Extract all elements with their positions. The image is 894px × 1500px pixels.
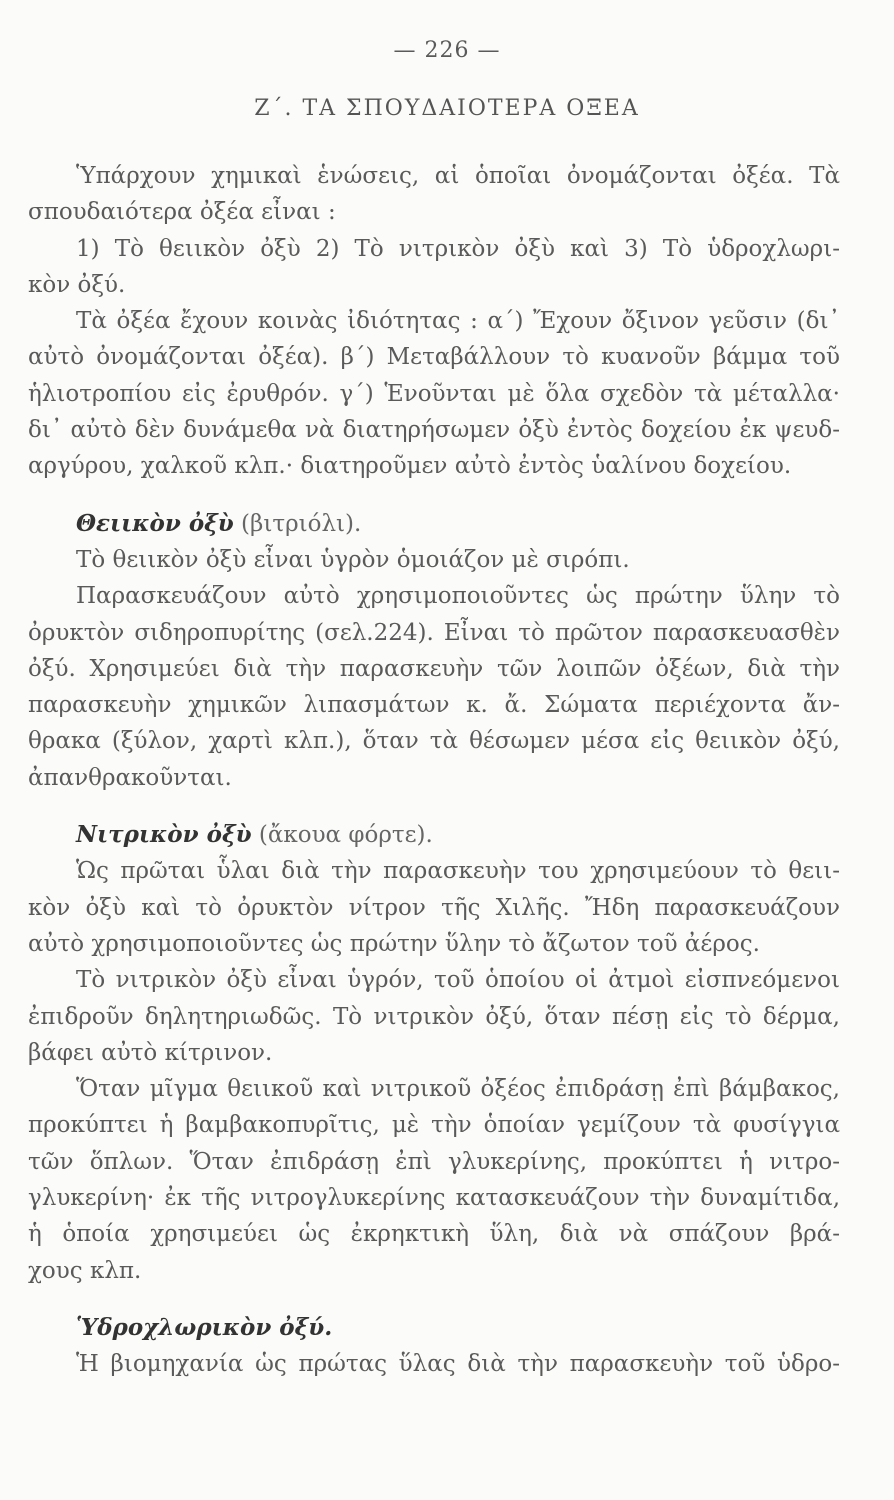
section-heading-nitric: [28, 817, 840, 853]
paragraph-line: ἐπιδροῦν δηλητηριωδῶς. Τὸ νιτρικὸν ὀξύ, ὅταν πέσῃ εἰς τὸ δέρμα,: [28, 1003, 840, 1030]
paragraph-line: αὐτὸ χρησιμοποιοῦντες ὡς πρώτην ὕλην τὸ ἄζωτον τοῦ ἀέρος.: [28, 930, 760, 957]
paragraph-line: ἡ ὁποία χρησιμεύει ὡς ἐκρηκτικὴ ὕλη, διὰ νὰ σπάζουν βρά-: [28, 1221, 840, 1248]
paragraph-line: κὸν ὀξὺ καὶ τὸ ὀρυκτὸν νίτρον τῆς Χιλῆς. Ἤδη παρασκευάζουν: [28, 894, 840, 921]
paragraph-line: αργύρου, χαλκοῦ κλπ.· διατηροῦμεν αὐτὸ ἐντὸς ὑαλίνου δοχείου.: [28, 453, 792, 480]
paragraph-line: χους κλπ.: [28, 1257, 142, 1284]
paragraph-line: προκύπτει ἡ βαμβακοπυρῖτις, μὲ τὴν ὁποίαν γεμίζουν τὰ φυσίγγια: [28, 1112, 840, 1139]
heading-subtitle: (ἄκουα φόρτε).: [251, 822, 433, 849]
paragraph-line: ὀρυκτὸν σιδηροπυρίτης (σελ.224). Εἶναι τὸ πρῶτον παρασκευασθὲν: [28, 619, 840, 646]
paragraph-line: Ὅταν μῖγμα θειικοῦ καὶ νιτρικοῦ ὀξέος ἐπιδράσῃ ἐπὶ βάμβακος,: [76, 1076, 840, 1103]
body-text: [28, 158, 840, 1383]
page-number: — 226 —: [393, 38, 501, 63]
section-gap: [28, 796, 840, 817]
paragraph-line: Τὸ θειικὸν ὀξὺ εἶναι ὑγρὸν ὁμοιάζον μὲ σιρόπι.: [76, 546, 630, 573]
paragraph-line: Ὡς πρῶται ὗλαι διὰ τὴν παρασκευὴν του χρησιμεύουν τὸ θειι-: [76, 858, 840, 885]
paragraph-line: Τὸ νιτρικὸν ὀξὺ εἶναι ὑγρόν, τοῦ ὁποίου οἱ ἀτμοὶ εἰσπνεόμενοι: [76, 967, 840, 994]
paragraph-line: ἀπανθρακοῦνται.: [28, 764, 232, 791]
heading-text: Θειικὸν ὀξὺ: [76, 509, 234, 537]
paragraph-line: Τὰ ὀξέα ἔχουν κοινὰς ἰδιότητας : α΄) Ἔχουν ὄξινον γεῦσιν (δι᾿: [76, 308, 840, 335]
section-heading-sulfuric: [28, 506, 840, 542]
paragraph-line: κὸν ὀξύ.: [28, 271, 126, 298]
paragraph-line: τῶν ὅπλων. Ὅταν ἐπιδράσῃ ἐπὶ γλυκερίνης, προκύπτει ἡ νιτρο-: [28, 1148, 840, 1175]
paragraph-line: Ἡ βιομηχανία ὡς πρώτας ὕλας διὰ τὴν παρασκευὴν τοῦ ὑδρο-: [76, 1351, 840, 1378]
paragraph-line: αὐτὸ ὀνομάζονται ὀξέα). β΄) Μεταβάλλουν τὸ κυανοῦν βάμμα τοῦ: [28, 344, 840, 371]
paragraph-line: Ὑπάρχουν χημικαὶ ἑνώσεις, αἱ ὁποῖαι ὀνομάζονται ὀξέα. Τὰ: [76, 163, 840, 189]
paragraph-line: σπουδαιότερα ὀξέα εἶναι :: [28, 199, 336, 226]
paragraph-line: ὀξύ. Χρησιμεύει διὰ τὴν παρασκευὴν τῶν λοιπῶν ὀξέων, διὰ τὴν: [28, 655, 840, 682]
section-gap: [28, 1289, 840, 1310]
paragraph-line: θρακα (ξύλον, χαρτὶ κλπ.), ὅταν τὰ θέσωμεν μέσα εἰς θειικὸν ὀξύ,: [28, 728, 840, 755]
paragraph-line: βάφει αὐτὸ κίτρινον.: [28, 1039, 273, 1066]
section-gap: [28, 485, 840, 506]
chapter-title: Ζ΄. ΤΑ ΣΠΟΥΔΑΙΟΤΕΡΑ ΟΞΕΑ: [254, 96, 640, 121]
paragraph-line: Παρασκευάζουν αὐτὸ χρησιμοποιοῦντες ὡς πρώτην ὕλην τὸ: [76, 583, 840, 610]
paragraph-line: γλυκερίνη· ἐκ τῆς νιτρογλυκερίνης κατασκευάζουν τὴν δυναμίτιδα,: [28, 1185, 840, 1212]
section-heading-hydrochloric: [28, 1310, 840, 1346]
paragraph-line: παρασκευὴν χημικῶν λιπασμάτων κ. ἄ. Σώματα περιέχοντα ἄν-: [28, 692, 840, 719]
heading-text: Νιτρικὸν ὀξὺ: [76, 821, 252, 849]
paragraph-line: δι᾿ αὐτὸ δὲν δυνάμεθα νὰ διατηρήσωμεν ὀξὺ ἐντὸς δοχείου ἐκ ψευδ-: [28, 417, 840, 444]
paragraph-line: ἡλιοτροπίου εἰς ἐρυθρόν. γ΄) Ἑνοῦνται μὲ ὅλα σχεδὸν τὰ μέταλλα·: [28, 380, 840, 407]
heading-subtitle: (βιτριόλι).: [233, 510, 362, 537]
paragraph-line: 1) Τὸ θειικὸν ὀξὺ 2) Τὸ νιτρικὸν ὀξὺ καὶ 3) Τὸ ὑδροχλωρι-: [76, 235, 840, 262]
heading-text: Ὑδροχλωρικὸν ὀξύ.: [76, 1313, 333, 1341]
